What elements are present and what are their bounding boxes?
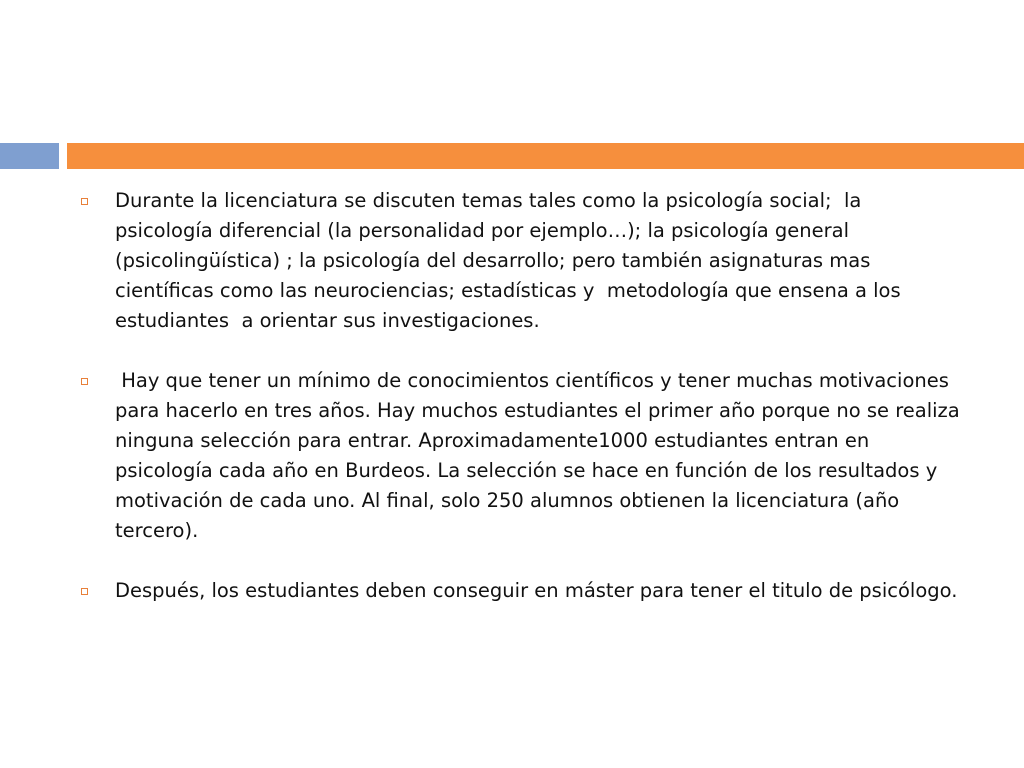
accent-bar-left bbox=[0, 143, 59, 169]
bullet-item bbox=[0, 186, 1024, 336]
bullet-item bbox=[0, 576, 1024, 606]
bullet-list bbox=[0, 186, 1024, 606]
bullet-text: Hay que tener un mínimo de conocimientos científicos y tener muchas motivaciones para hacerlo en tres años. Hay muchos estudiantes el primer año porque no se realiza ninguna selección para entrar. Aproximadamente1000 estudiantes entran en psicología cada año en Burdeos. La selección se hace en función de los resultados y motivación de cada uno. Al final, solo 250 alumnos obtienen la licenciatura (año tercero). bbox=[115, 369, 966, 542]
square-bullet-icon bbox=[81, 198, 88, 205]
bullet-text: Durante la licenciatura se discuten temas tales como la psicología social; la psicología diferencial (la personalidad por ejemplo…); la psicología general (psicolingüística) ; la psicología del desarrollo; pero también asignaturas mas científicas como las neurociencias; estadísticas y metodología que ensena a los estudiantes a orientar sus investigaciones. bbox=[115, 189, 907, 332]
square-bullet-icon bbox=[81, 588, 88, 595]
square-bullet-icon bbox=[81, 378, 88, 385]
bullet-text: Después, los estudiantes deben conseguir en máster para tener el titulo de psicólogo. bbox=[115, 579, 958, 602]
bullet-item bbox=[0, 366, 1024, 546]
accent-bar-right bbox=[67, 143, 1024, 169]
